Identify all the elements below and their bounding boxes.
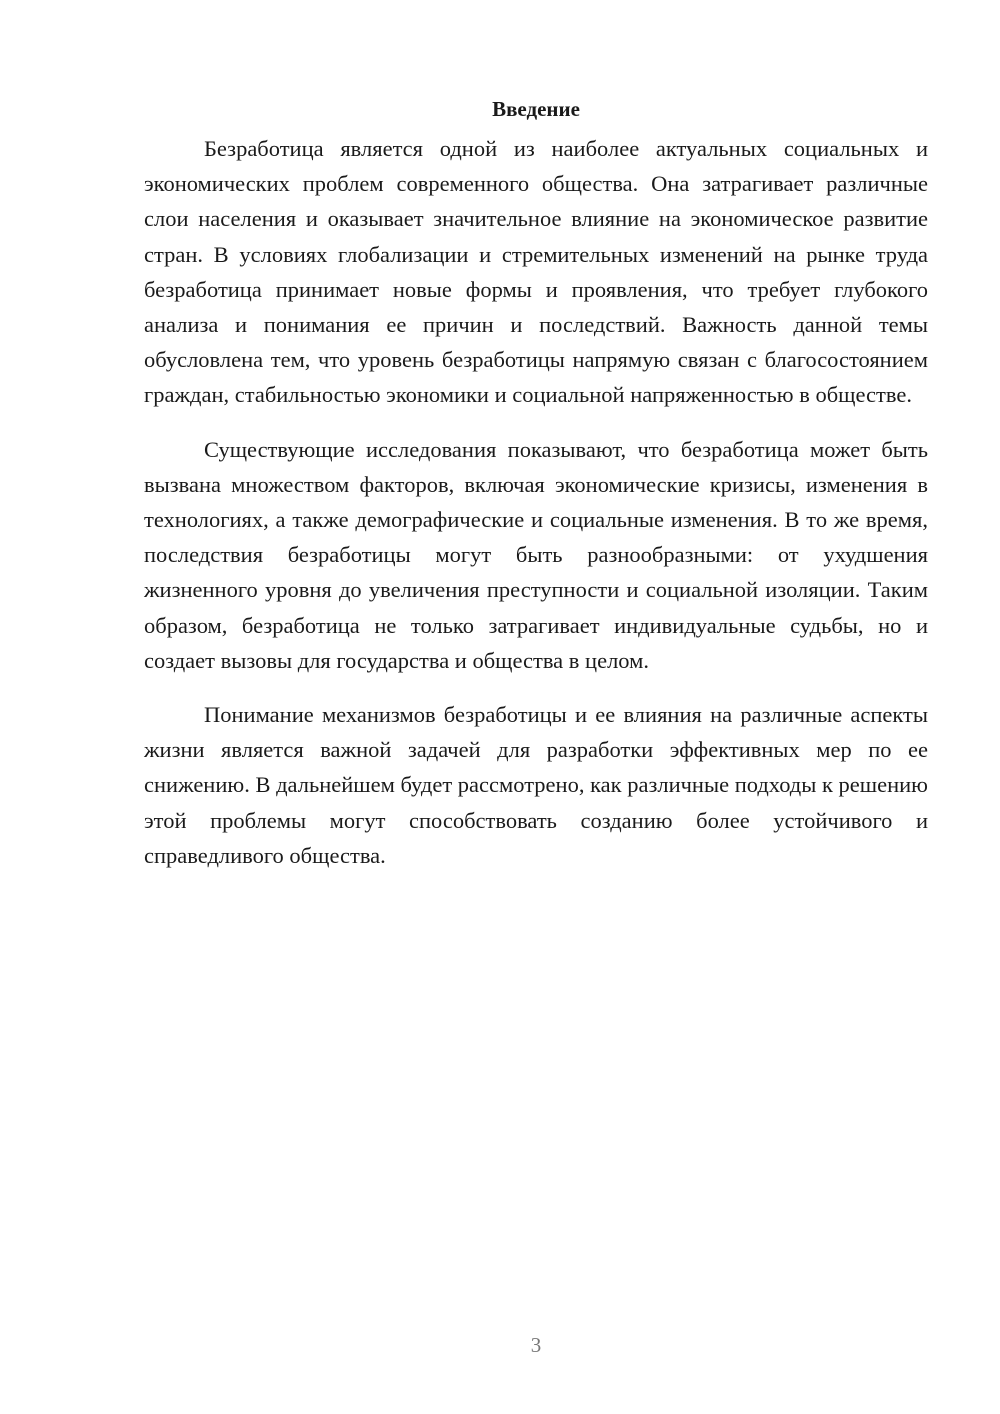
page-number: 3	[530, 1333, 542, 1357]
paragraph-2: Существующие исследования показывают, что безработица может быть вызвана множеством факторов, включая экономические кризисы, изменения в технологиях, а также демографические и социальные изменения. В то же время, последствия безработицы могут быть разнообразными: от ухудшения жизненного уровня до увеличения преступности и социальной изоляции. Таким образом, безработица не только затрагивает индивидуальные судьбы, но и создает вызовы для государства и общества в целом.	[144, 436, 928, 673]
paragraph-3: Понимание механизмов безработицы и ее влияния на различные аспекты жизни является важной задачей для разработки эффективных мер по ее снижению. В дальнейшем будет рассмотрено, как различные подходы к решению этой проблемы могут способствовать созданию более устойчивого и справедливого общества.	[144, 702, 928, 868]
paragraph-1: Безработица является одной из наиболее актуальных социальных и экономических проблем современного общества. Она затрагивает различные слои населения и оказывает значительное влияние на экономическое развитие стран. В условиях глобализации и стремительных изменений на рынке труда безработица принимает новые формы и проявления, что требует глубокого анализа и понимания ее причин и последствий. Важность данной темы обусловлена тем, что уровень безработицы напрямую связан с благосостоянием граждан, стабильностью экономики и социальной напряженностью в обществе.	[144, 136, 928, 408]
section-heading: Введение	[492, 97, 580, 121]
page-content	[144, 92, 928, 892]
